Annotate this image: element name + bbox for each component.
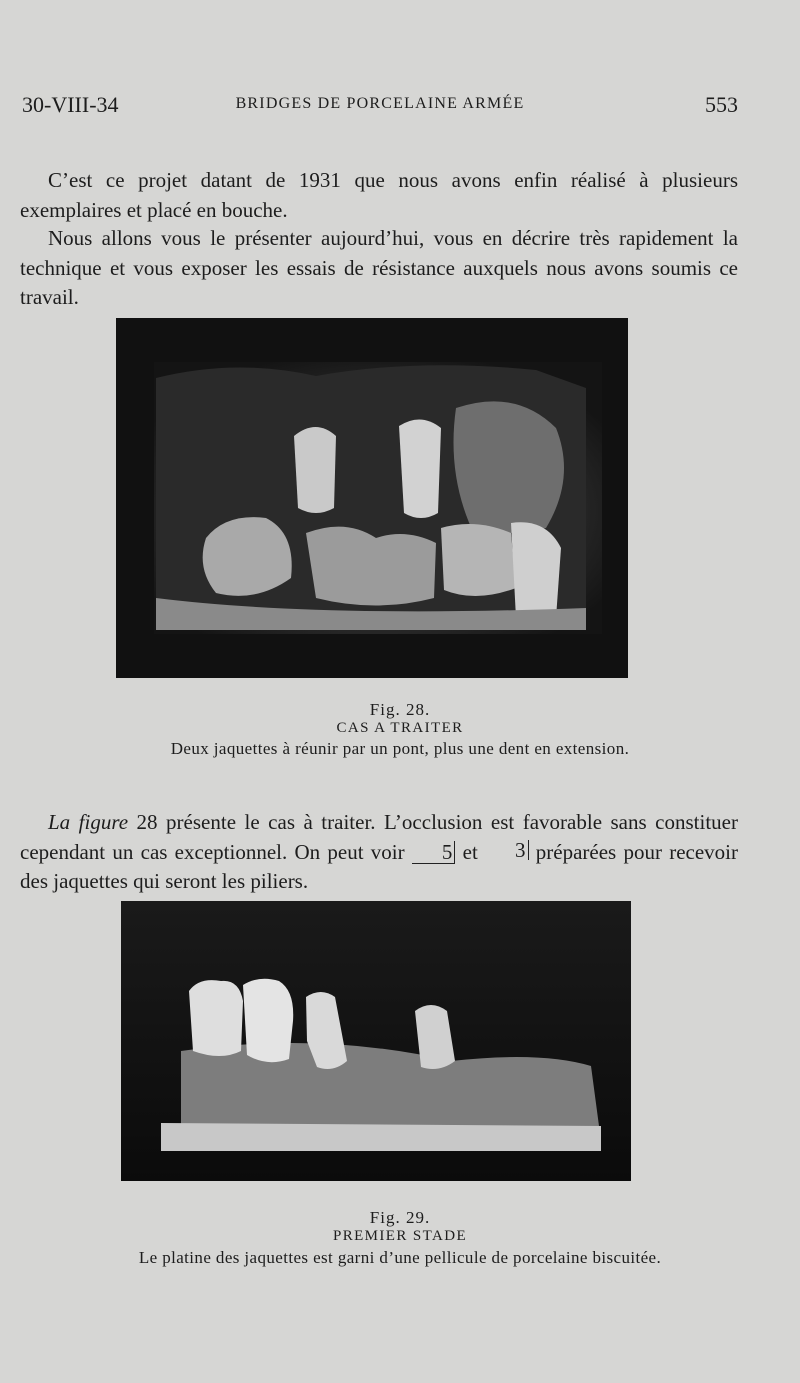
header-date: 30-VIII-34 [22, 92, 119, 117]
running-head [22, 92, 738, 122]
figure-28-title: CAS A TRAITER [336, 720, 464, 736]
figure-29-caption: Le platine des jaquettes est garni d’une pellicule de porcelaine biscuitée. [138, 1248, 662, 1267]
figure-29-photo [121, 901, 631, 1181]
paragraph-3-text-b: préparées pour recevoir des jaquettes qui seront les piliers. [20, 839, 738, 893]
paragraph-3-text-mid: et [455, 839, 486, 864]
header-title: BRIDGES DE PORCELAINE ARMÉE [235, 95, 525, 112]
paragraph-3-text-a: 28 présente le cas à traiter. L’occlusion est favorable sans constituer cependant un cas exceptionnel. On peut voir [20, 810, 738, 864]
figure-reference: La figure [48, 810, 129, 834]
paragraph-1: C’est ce projet datant de 1931 que nous avons enfin réalisé à plusieurs exemplaires et placé en bouche. [20, 168, 738, 222]
paragraph-2: Nous allons vous le présenter aujourd’hui, vous en décrire très rapidement la technique et vous exposer les essais de résistance auxquels nous avons soumis ce travail. [20, 226, 738, 309]
figure-29-number: Fig. 29. [369, 1208, 431, 1227]
figure-28-number: Fig. 28. [369, 700, 431, 719]
tooth-notation-3: 3 [485, 840, 529, 860]
figure-28-photo [116, 318, 628, 678]
figure-29-title: PREMIER STADE [332, 1228, 468, 1244]
figure-28-caption: Deux jaquettes à réunir par un pont, plus une dent en extension. [170, 739, 630, 758]
page-number: 553 [705, 92, 738, 117]
tooth-notation-5: 5 [412, 841, 456, 864]
paragraph-3 [20, 808, 738, 897]
